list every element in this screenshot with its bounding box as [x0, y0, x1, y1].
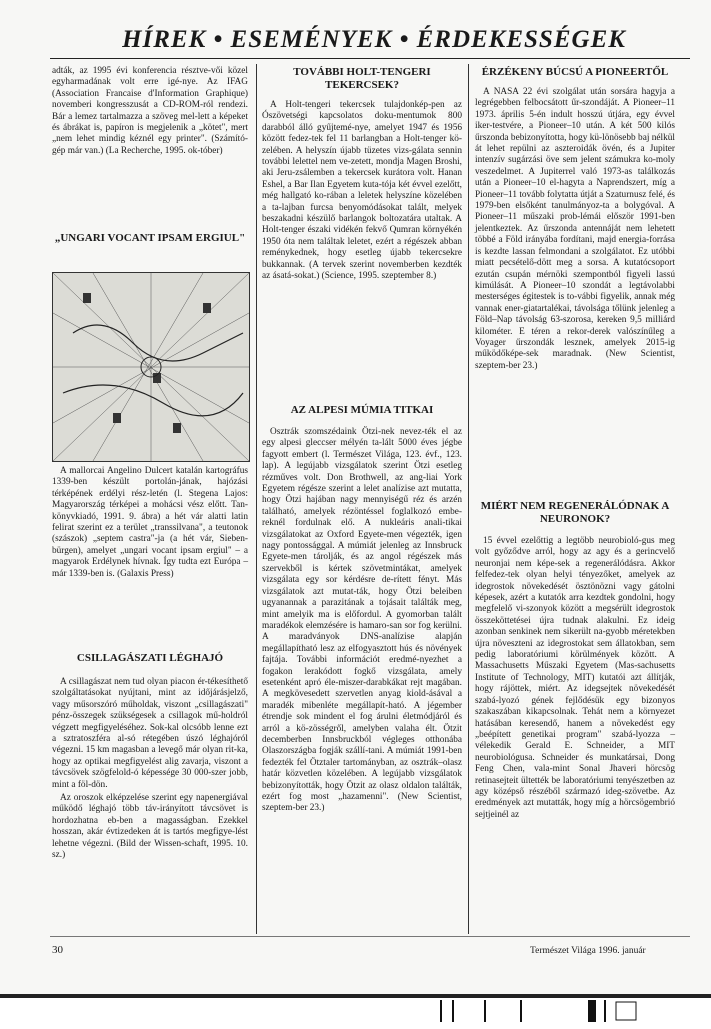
article-text: adták, az 1995 évi konferencia résztve-vői közel egyharmadának volt erre igé-nye. Az IFAG (Association Francaise d'Information Graphique) novemberi kongresszusát a CD-ROM-ról rendezi. Bár a lemez tartalmazza a szöveg mel-lett a képeket és ábrákat is, papíron is megjelenik a „kötet", mert „nem lehet mindig kéznél egy printer". (Számító-gép már van.) (La Recherche, 1995. ok-tóber) [52, 66, 248, 156]
article-heading: AZ ALPESI MÚMIA TITKAI [290, 404, 434, 416]
article-text: Az oroszok elképzelése szerint egy napenergiával működő léghajó több táv-irányított távcsövet is hordozhatna eb-ben a magasságban. Ezekkel hosszan, akár évtizedeken át is tartós megfigye-lést lehetne végezni. (Bild der Wissen-schaft, 1995. 10. sz.) [52, 793, 248, 861]
article-ungari-body [52, 466, 248, 582]
article-pioneer [475, 66, 675, 374]
article-text: A NASA 22 évi szolgálat után sorsára hagyja a legrégebben felbocsátott űr-szondáját. A Pioneer–11 1973. április 5-én indult hosszú útjára, egy évvel iker-testvére, a Pioneer–10 után. A két 500 kilós űrszonda bebizonyította, hogy kü-lönösebb baj nélkül át lehet repülni az aszteroidák övén, és a Jupiter intenzív sugárzási öve sem jelent számukra ko-moly veszedelmet. A Jupiterrel való 1973-as találkozás után a Pioneer–10 el-hagyta a Naprendszert, míg a Pioneer–11 tovább folytatta útját a Szaturnusz felé, és 1979-ben elsőként tanulmányoz-ta a bolygóval. A Pioneer–11 műszaki prob-lémái először 1991-ben jelentkeztek. Az űrszonda antennáját nem lehetett többé a Föld irányába fordítani, majd energia-forrása is kezdte lassan felmondani a szolgálatot. Ez utóbbi miatt pecsételő-dött meg a sorsa. A kutatócsoport ezután csupán mérnöki szempontból figyeli lassú kimúlását. A Pioneer–10 szondát a legtávolabbi mesterséges égitestek is to-vábbi figyelik, annak még vannak ener-giatartalékai, távolsága tőlünk jelenleg a Föld–Nap távolság 63-szorosa, kereken 9,5 milliárd kilométer. E téren a rekor-derek valószínűleg a Voyager űrszondák lesznek, amelyek 2015-ig működőképe-sek maradnak. (New Scientist, szeptem-ber 23.) [475, 87, 675, 371]
scan-marks [0, 994, 711, 1024]
article-text: 15 évvel ezelőttig a legtöbb neurobioló-gus meg volt győződve arról, hogy az agy és a gerincvelő neuronjai nem képe-sek a regenerálódásra. Akkor felfedez-tek olyan helyi tényezőket, amelyek az idegrostok növekedését ösztönözni vagy gátolni képesek, azért a kutatók arra kezdtek gondolni, hogy megfelelő vi-szonyok között a megsérült idegrostok összeköttetései újra tudnak alakulni. Ez ideig azonban senkinek nem sikerült na-gyobb méretekben újra növeszteni az idegrostokat sem állatokban, sem pedig laboratóriumi körülmények között. A Massachusetts Műszaki Egyetem (Mas-sachusetts Institute of Technology, MIT) kutatói azt állítják, hogy rájöttek, miért. Az idegsejtek növekedését szabá-lyozó gének fejlődésük egy bizonyos szakaszában kikapcsolnak. Tehát nem a környezet hatásában keresendő, hanem a növekedést egy „beépített genetikai program" szabá-lyozza – vélekedik Gerald E. Schneider, a MIT neurobiológusa. Schneider és munkatársai, Dong Feng Chen, vala-mint Sonal Jhaveri hörcsög retinasejteit ültették be laboratóriumi tenyészetben az agy középső részéből származó ideg-szövetbe. Az eredmények azt mutatták, hogy míg a hörcsögembrió sejtjeinél az [475, 536, 675, 820]
article-holt-tenger [262, 66, 462, 285]
portolan-map-image [52, 272, 250, 462]
article-text: A Holt-tengeri tekercsek tulajdonkép-pen az Ószövetségi kapcsolatos doku-mentumok 800 darabból álló gyűjtemé-nye, amelyet 1947 és 1956 között fedez-tek fel 11 barlangban a Holt-tenger kö-zelében. A helyszín újabb tüzetes vizs-gálata sennin további lelettel nem ve-zetett, mondja Magen Broshi, aki Jeru-zsálemben a tekercsek kurátora volt. Hanan Eshel, a Bar Ilan Egyetem kuta-tója két évvel ezelőtt, még hallgató ko-rában a leletek helyszíne közelében a ta-lajban furcsa benyomódásokat talált, melyek beszakadni készülő barlangok boltozatára utaltak. A Holt-tenger északi vidékén fekvő Qumran környékén 1950 óta nem találtak leletet, ezért a régészek abban reménykednek, hogy esetleg újabb tekercsekre bukkannak. (A tervek szerint novemberben kezdték az ásatá-sokat.) (Science, 1995. szeptember 8.) [262, 100, 462, 282]
map-illustration [53, 273, 249, 461]
footer-rule [50, 936, 690, 937]
column-divider [468, 64, 469, 934]
article-heading: ÉRZÉKENY BÚCSÚ A PIONEERTŐL [481, 66, 669, 78]
page-number: 30 [52, 944, 63, 956]
article-mumia [262, 404, 462, 817]
article-heading: TOVÁBBI HOLT-TENGERI TEKERCSEK? [293, 66, 431, 91]
article-ungari [52, 232, 248, 245]
article-heading: MIÉRT NEM REGENERÁLÓDNAK A NEURONOK? [480, 500, 670, 525]
masthead-title: HÍREK • ESEMÉNYEK • ÉRDEKESSÉGEK [122, 26, 626, 53]
article-leghajo [52, 652, 248, 864]
column-divider [256, 64, 257, 934]
article-text: Osztrák szomszédaink Ötzi-nek nevez-ték el az egy alpesi gleccser mélyén ta-lált 5000 éves jégbe fagyott embert (l. Természet Világa, 123. évf., 123. lap). A legújabb vizsgálatok szerint Ötzi esetleg rézműves volt. Don Brothwell, az ang-liai York Egyetem régésze szerint a lelet analízise azt mutatta, hogy Ötzi hajában nagy mennyiségű réz és arzén található, amelyek rézöntéssel foglalkozó embe-reknél fordulnak elő. A nukleáris anali-tikai vizsgálatokat az Oxford Egyete-men végezték, igen nagy pontossággal. A múmiát jelenleg az Innsbruck Egyete-men tárolják, és az angol régészek más szervekből is kértek szövetmintákat, amelyek vizsgálata egy sor kérdésre de-rített fényt. Más vizsgálatok azt mutat-ták, hogy Ötzi beleiben ugyanannak a parazitának a tojásait találták meg, mint amelyik ma is előfordul. A gyomorban talált maradékok elemzésére is hamaro-san sor fog kerülni. A maradványok DNS-analízise alapján megállapítható lesz az elfogyasztott hús és növények fajtája. További információt eredmé-nyezhet a fogakon lerakódott fogkő vizsgálata, amely esetenként apró éle-miszer-darabkákat rejt magában. A megkövesedett szervetlen anyag kiold-ásával a maradék mibenléte megállapít-ható. A jégember étrendje sok mindent el fog árulni életmódjáról és arról a kö-zösségről, amelyben valaha élt. Ötzit decemberben Innsbruckból végleges otthonába Olaszországba fogják szállí-tani. A múmiát 1991-ben fedezték fel Ötztaler tartományban, az osztrák–olasz határ közvetlen közelében. A legújabb vizsgálatok bebizonyították, hogy Ötzit az olasz oldalon találták, ezért fog most „hazamenni". (New Scientist, szeptem-ber 23.) [262, 427, 462, 814]
scan-edge-strip [0, 994, 711, 1024]
article-text: A mallorcai Angelino Dulcert katalán kartográfus 1339-ben készült portolán-jának, hajózási térképének erdélyi rész-letén (l. Stegena Lajos: Magyarország térképei a mohácsi vész előtt. Tan-könyvkiadó, 1991. 9. ábra) a hét vár alatti latin felirat szerint ez a terület „transsilvana", a teutonok (szászok) „septem castra"-ja (a hét vár, Sieben-bürgen), amelyet „ungari vocant ipsam ergiul" – a magyarok Erdélynek hívnak. Így tudta ezt Európa – már 1339-ben is. (Galaxis Press) [52, 466, 248, 579]
column-1 [52, 66, 248, 159]
article-neuronok [475, 500, 675, 823]
article-heading: „UNGARI VOCANT IPSAM ERGIUL" [54, 232, 246, 244]
journal-footer: Természet Világa 1996. január [530, 946, 646, 956]
masthead-rule [50, 58, 690, 59]
article-text: A csillagászat nem tud olyan piacon ér-tékesíthető szolgáltatásokat nyújtani, mint az időjárásjelző, vagy műsorszóró műholdak, viszont „csillagászati" pénz-összegek szükségesek a csillagok mű-holdról végzett megfigyeléséhez. Sok-kal olcsóbb lenne ezt a sztratoszféra al-só rétegében úszó léghajóról végezni. 15 km magasban a levegő már olyan rit-ka, hogy az optikai megfigyelést alig zavarja, viszont a távcsövek szögfelold-ó képessége 30 000-szer jobb, mint a föl-dön. [52, 677, 248, 790]
article-heading: CSILLAGÁSZATI LÉGHAJÓ [76, 652, 224, 664]
